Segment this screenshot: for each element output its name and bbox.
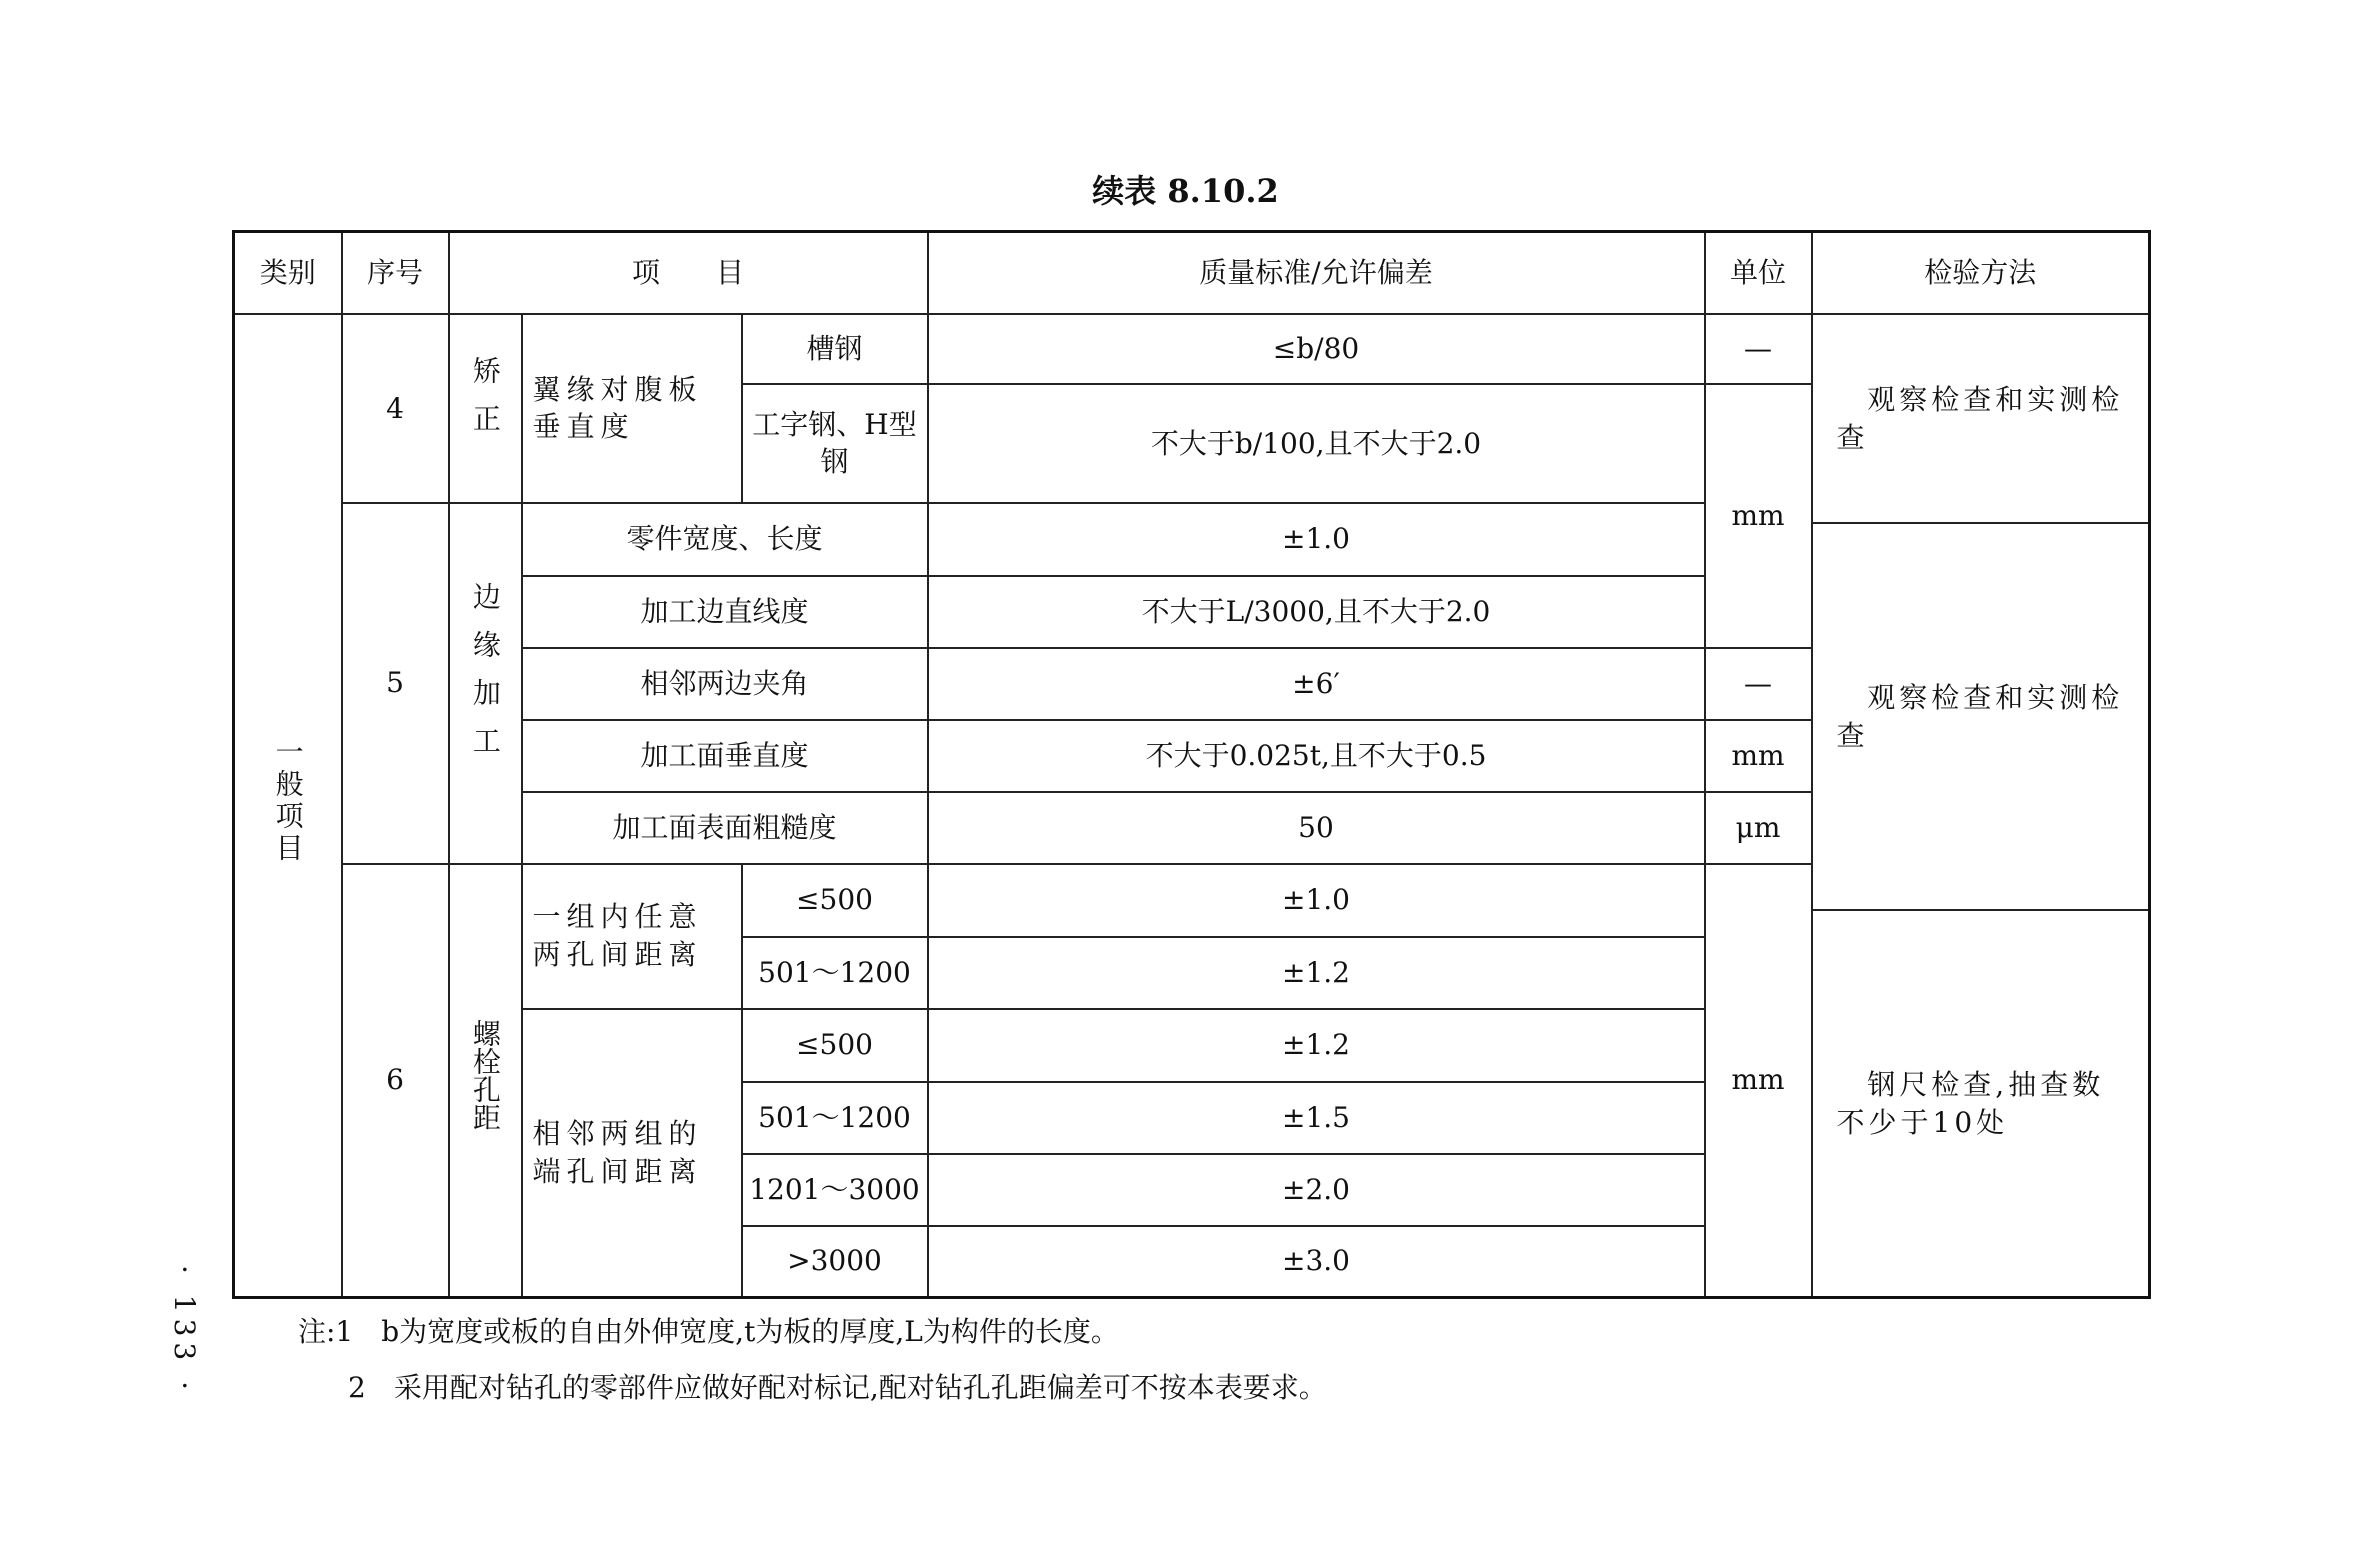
table-title: 续表 8.10.2 <box>1092 172 1279 210</box>
note-2: 2 采用配对钻孔的零部件应做好配对标记,配对钻孔孔距偏差可不按本表要求。 <box>348 1371 1327 1404</box>
standard-cell: ±3.0 <box>928 1226 1705 1298</box>
unit-cell: mm <box>1705 720 1812 792</box>
group-name-cell <box>449 864 522 1298</box>
group-name-cell <box>449 314 522 503</box>
sub-item-cell: 翼缘对腹板垂直度 <box>522 314 742 503</box>
item-cell: 加工边直线度 <box>522 576 928 648</box>
header-seq: 序号 <box>342 232 449 315</box>
unit-cell: mm <box>1705 384 1812 648</box>
category-cell <box>234 314 342 1298</box>
method-text: 观察检查和实测检查 <box>1836 382 2124 454</box>
standard-cell: ±1.0 <box>928 503 1705 576</box>
standard-cell: ±1.2 <box>928 1009 1705 1082</box>
standard-cell: 不大于0.025t,且不大于0.5 <box>928 720 1705 792</box>
standard-cell: 不大于b/100,且不大于2.0 <box>928 384 1705 503</box>
standard-cell: ±6′ <box>928 648 1705 720</box>
unit-cell: — <box>1705 314 1812 384</box>
group-name: 矫正 <box>468 355 502 452</box>
item-cell: 加工面表面粗糙度 <box>522 792 928 864</box>
range-cell: >3000 <box>742 1226 928 1298</box>
method-text: 观察检查和实测检查 <box>1836 680 2124 752</box>
header-unit: 单位 <box>1705 232 1812 315</box>
header-row <box>234 232 2150 315</box>
seq-cell: 6 <box>342 864 449 1298</box>
header-item: 项 目 <box>449 232 928 315</box>
method-block <box>1813 909 2149 1296</box>
method-column <box>1812 314 2150 1298</box>
seq-cell: 5 <box>342 503 449 864</box>
group-name-cell <box>449 503 522 864</box>
type-cell: 工字钢、H型钢 <box>742 384 928 503</box>
range-cell: 501～1200 <box>742 937 928 1009</box>
note-1: 注:1 b为宽度或板的自由外伸宽度,t为板的厚度,L为构件的长度。 <box>298 1315 1119 1348</box>
range-cell: ≤500 <box>742 1009 928 1082</box>
page-number: · 133 · <box>168 1265 201 1397</box>
group-name: 边缘加工 <box>468 582 502 775</box>
header-category: 类别 <box>234 232 342 315</box>
seq-cell: 4 <box>342 314 449 503</box>
method-block <box>1813 315 2149 522</box>
sub-item-cell: 相邻两组的端孔间距离 <box>522 1009 742 1298</box>
standard-cell: 不大于L/3000,且不大于2.0 <box>928 576 1705 648</box>
unit-cell: mm <box>1705 864 1812 1298</box>
unit-cell: — <box>1705 648 1812 720</box>
table-row <box>234 314 2150 384</box>
category-label: 一般项目 <box>271 736 305 865</box>
standard-cell: ±1.5 <box>928 1082 1705 1154</box>
method-text: 钢尺检查,抽查数不少于10处 <box>1836 1067 2105 1139</box>
quality-table <box>232 230 2151 1299</box>
range-cell: 501～1200 <box>742 1082 928 1154</box>
item-cell: 加工面垂直度 <box>522 720 928 792</box>
standard-cell: ±2.0 <box>928 1154 1705 1226</box>
standard-cell: ±1.2 <box>928 937 1705 1009</box>
group-name: 螺栓孔距 <box>468 1019 502 1132</box>
standard-cell: ±1.0 <box>928 864 1705 937</box>
standard-cell: 50 <box>928 792 1705 864</box>
header-method: 检验方法 <box>1812 232 2150 315</box>
type-cell: 槽钢 <box>742 314 928 384</box>
item-cell: 零件宽度、长度 <box>522 503 928 576</box>
sub-item-cell: 一组内任意两孔间距离 <box>522 864 742 1009</box>
item-cell: 相邻两边夹角 <box>522 648 928 720</box>
range-cell: 1201～3000 <box>742 1154 928 1226</box>
standard-cell: ≤b/80 <box>928 314 1705 384</box>
header-standard: 质量标准/允许偏差 <box>928 232 1705 315</box>
method-block <box>1813 522 2149 909</box>
unit-cell: μm <box>1705 792 1812 864</box>
range-cell: ≤500 <box>742 864 928 937</box>
